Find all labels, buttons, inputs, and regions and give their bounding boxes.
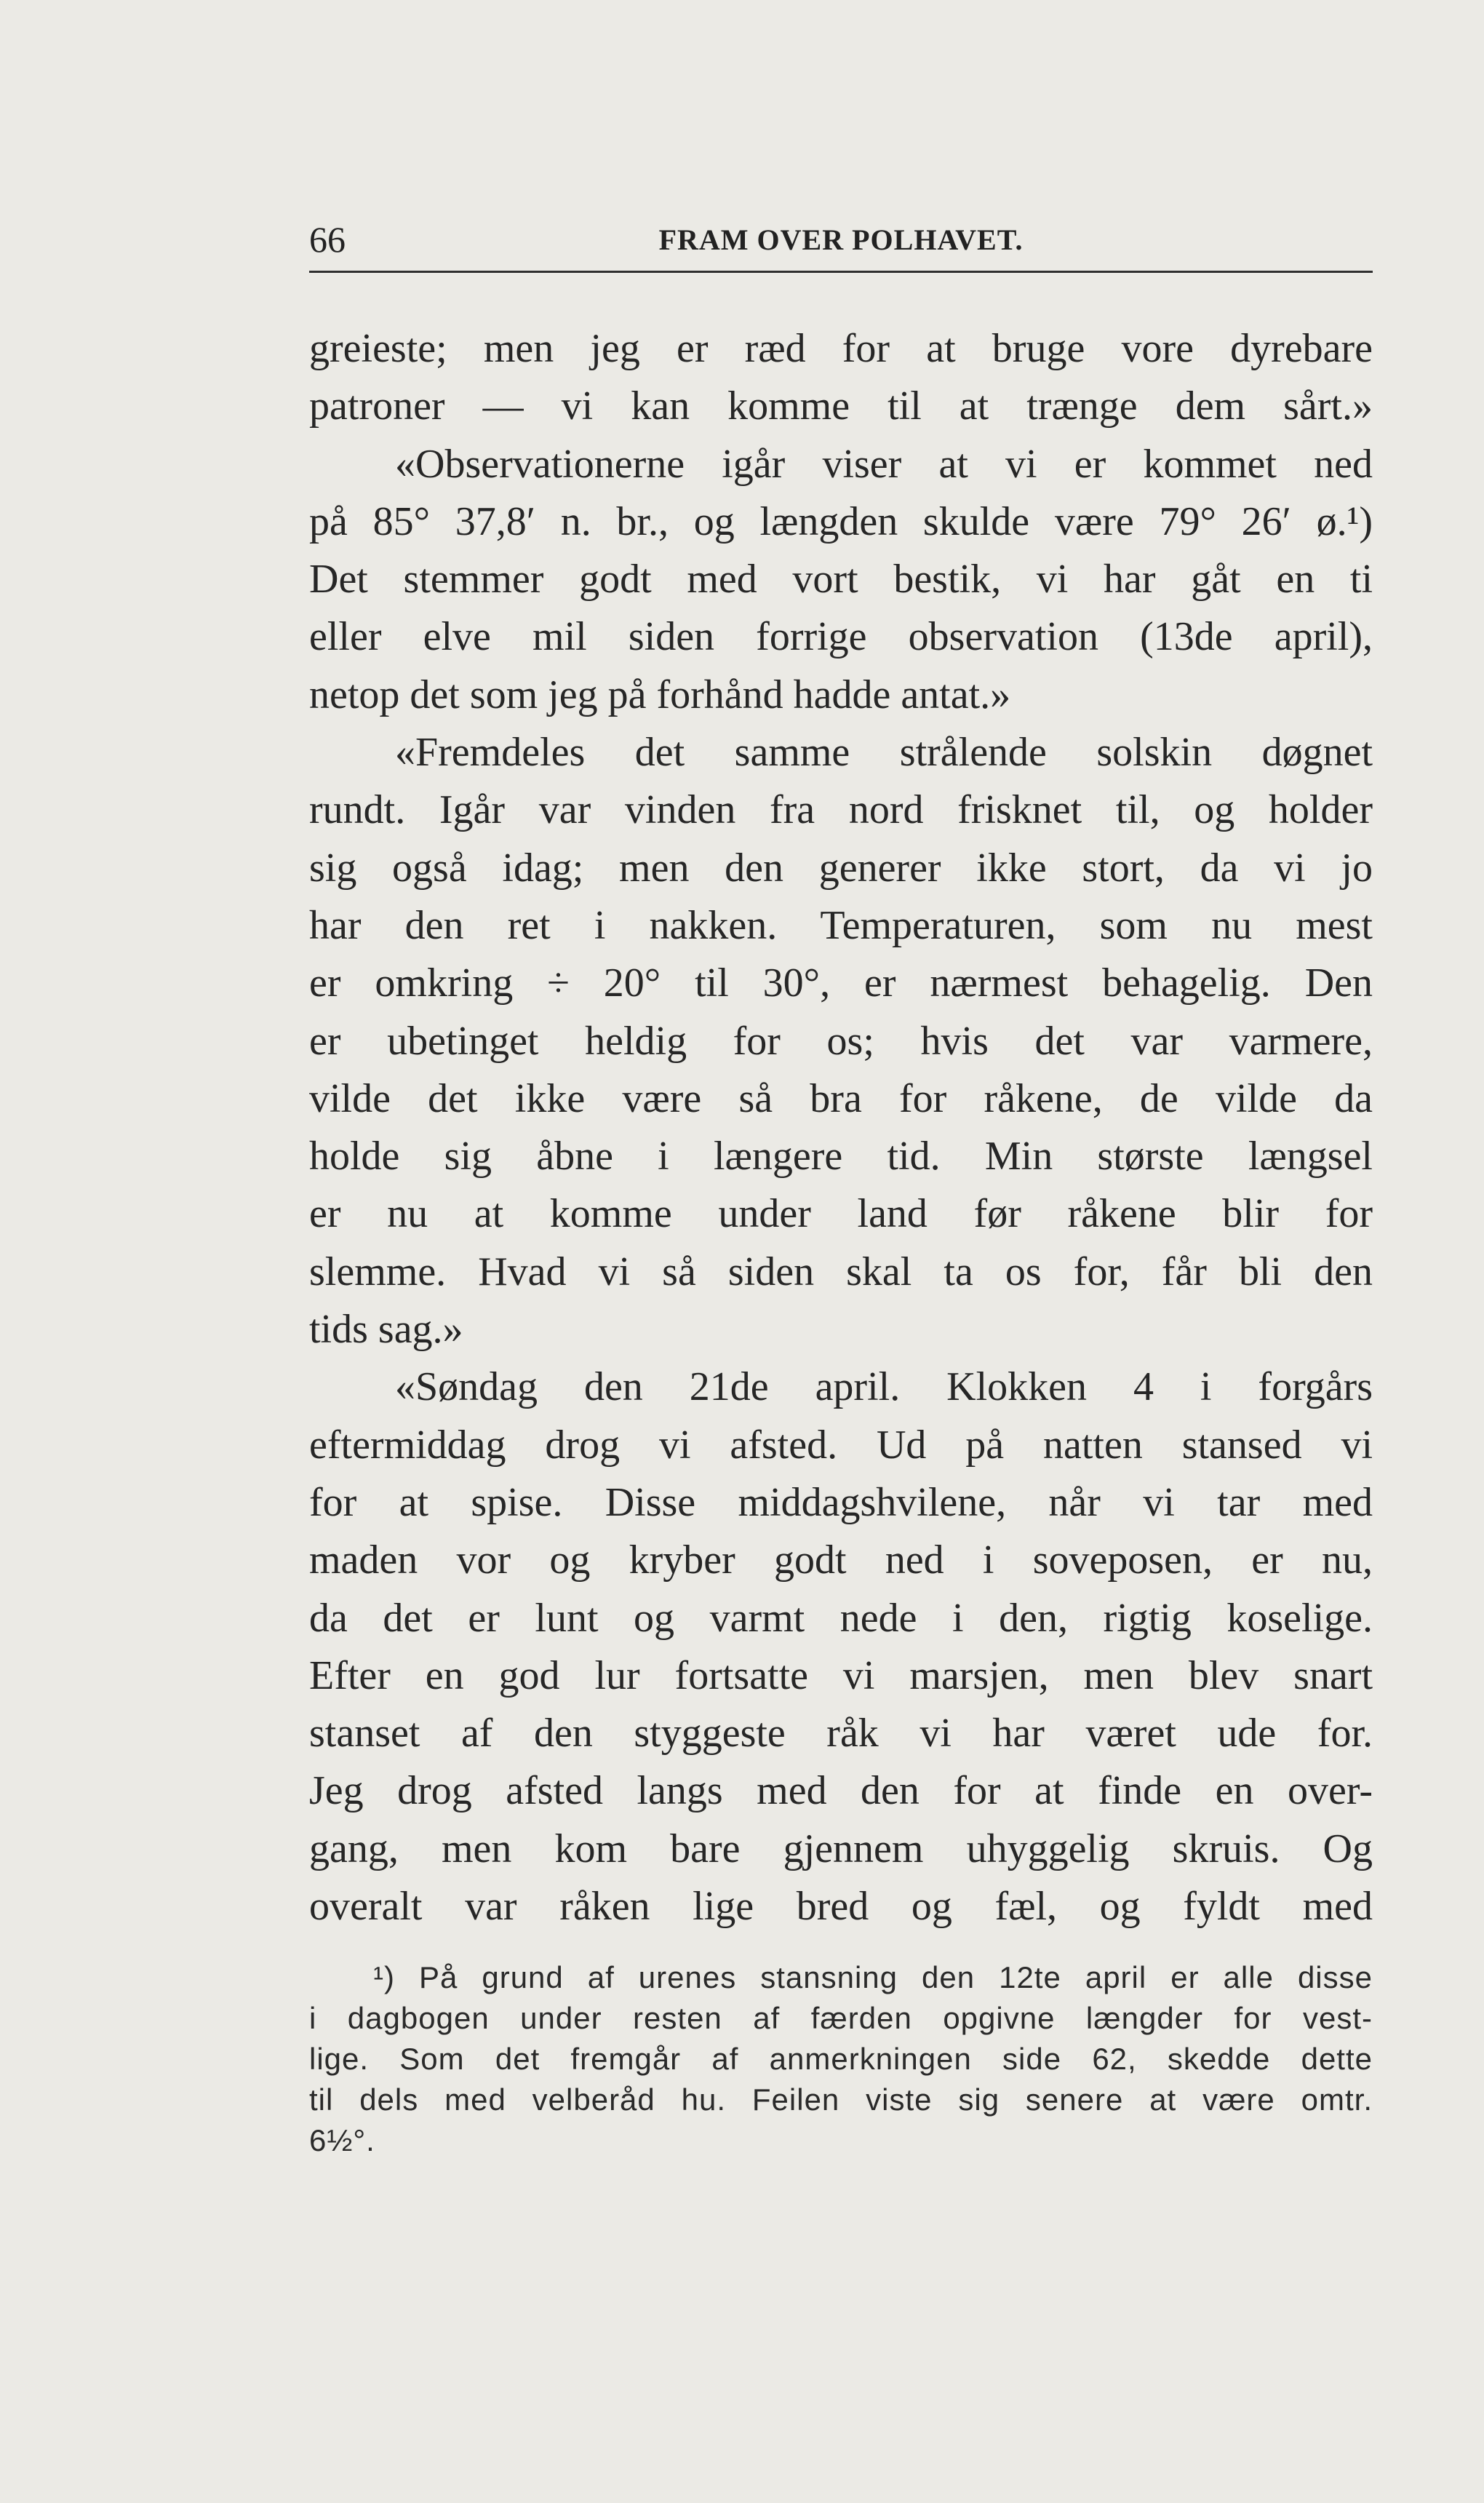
- text-line: da det er lunt og varmt nede i den, rigtig koselige.: [309, 1595, 1373, 1641]
- text-line: maden vor og kryber godt ned i soveposen, er nu,: [309, 1537, 1373, 1583]
- text-line: overalt var råken lige bred og fæl, og fyldt med: [309, 1884, 1373, 1930]
- text-line: Det stemmer godt med vort bestik, vi har gåt en ti: [309, 557, 1373, 602]
- text-line: rundt. Igår var vinden fra nord frisknet til, og holder: [309, 787, 1373, 833]
- text-line: vilde det ikke være så bra for råkene, de vilde da: [309, 1075, 1373, 1121]
- text-line: stanset af den styggeste råk vi har været ude for.: [309, 1711, 1373, 1756]
- text-line: gang, men kom bare gjennem uhyggelig skruis. Og: [309, 1826, 1373, 1871]
- footnote: [309, 1957, 1373, 2161]
- body-text: [309, 320, 1373, 1935]
- text-line: holde sig åbne i længere tid. Min største længsel: [309, 1134, 1373, 1179]
- text-line: eller elve mil siden forrige observation (13de april),: [309, 614, 1373, 660]
- text-line: på 85° 37,8′ n. br., og længden skulde være 79° 26′ ø.¹): [309, 498, 1373, 544]
- page-header: [309, 218, 1373, 273]
- text-line: slemme. Hvad vi så siden skal ta os for, får bli den: [309, 1249, 1373, 1294]
- text-line: tids sag.»: [309, 1307, 463, 1353]
- text-line: er nu at komme under land før råkene blir for: [309, 1191, 1373, 1237]
- text-line: sig også idag; men den generer ikke stort, da vi jo: [309, 845, 1373, 891]
- running-title: FRAM OVER POLHAVET.: [658, 223, 1024, 256]
- text-line: greieste; men jeg er ræd for at bruge vore dyrebare: [309, 326, 1373, 371]
- text-line: eftermiddag drog vi afsted. Ud på natten stansed vi: [309, 1422, 1373, 1468]
- text-line: har den ret i nakken. Temperaturen, som nu mest: [309, 902, 1373, 948]
- text-line: Jeg drog afsted langs med den for at finde en over-: [309, 1768, 1373, 1814]
- footnote-line: lige. Som det fremgår af anmerkningen side 62, skedde dette: [309, 2042, 1373, 2076]
- text-line: «Søndag den 21de april. Klokken 4 i forgårs: [395, 1364, 1373, 1410]
- text-line: for at spise. Disse middagshvilene, når vi tar med: [309, 1479, 1373, 1525]
- footnote-line: ¹) På grund af urenes stansning den 12te april er alle disse: [373, 1960, 1373, 1994]
- text-line: er ubetinget heldig for os; hvis det var varmere,: [309, 1018, 1373, 1064]
- footnote-line: til dels med velberåd hu. Feilen viste sig senere at være omtr.: [309, 2082, 1373, 2117]
- text-line: patroner — vi kan komme til at trænge dem sårt.»: [309, 383, 1373, 429]
- text-line: «Fremdeles det samme strålende solskin døgnet: [395, 730, 1373, 776]
- text-line: netop det som jeg på forhånd hadde antat.»: [309, 672, 1011, 717]
- footnote-line: 6½°.: [309, 2123, 375, 2157]
- text-line: «Observationerne igår viser at vi er kommet ned: [395, 441, 1373, 487]
- text-line: er omkring ÷ 20° til 30°, er nærmest behagelig. Den: [309, 960, 1373, 1006]
- text-line: Efter en god lur fortsatte vi marsjen, men blev snart: [309, 1652, 1373, 1698]
- footnote-line: i dagbogen under resten af færden opgivne længder for vest-: [309, 2001, 1373, 2035]
- page-number: 66: [309, 219, 346, 260]
